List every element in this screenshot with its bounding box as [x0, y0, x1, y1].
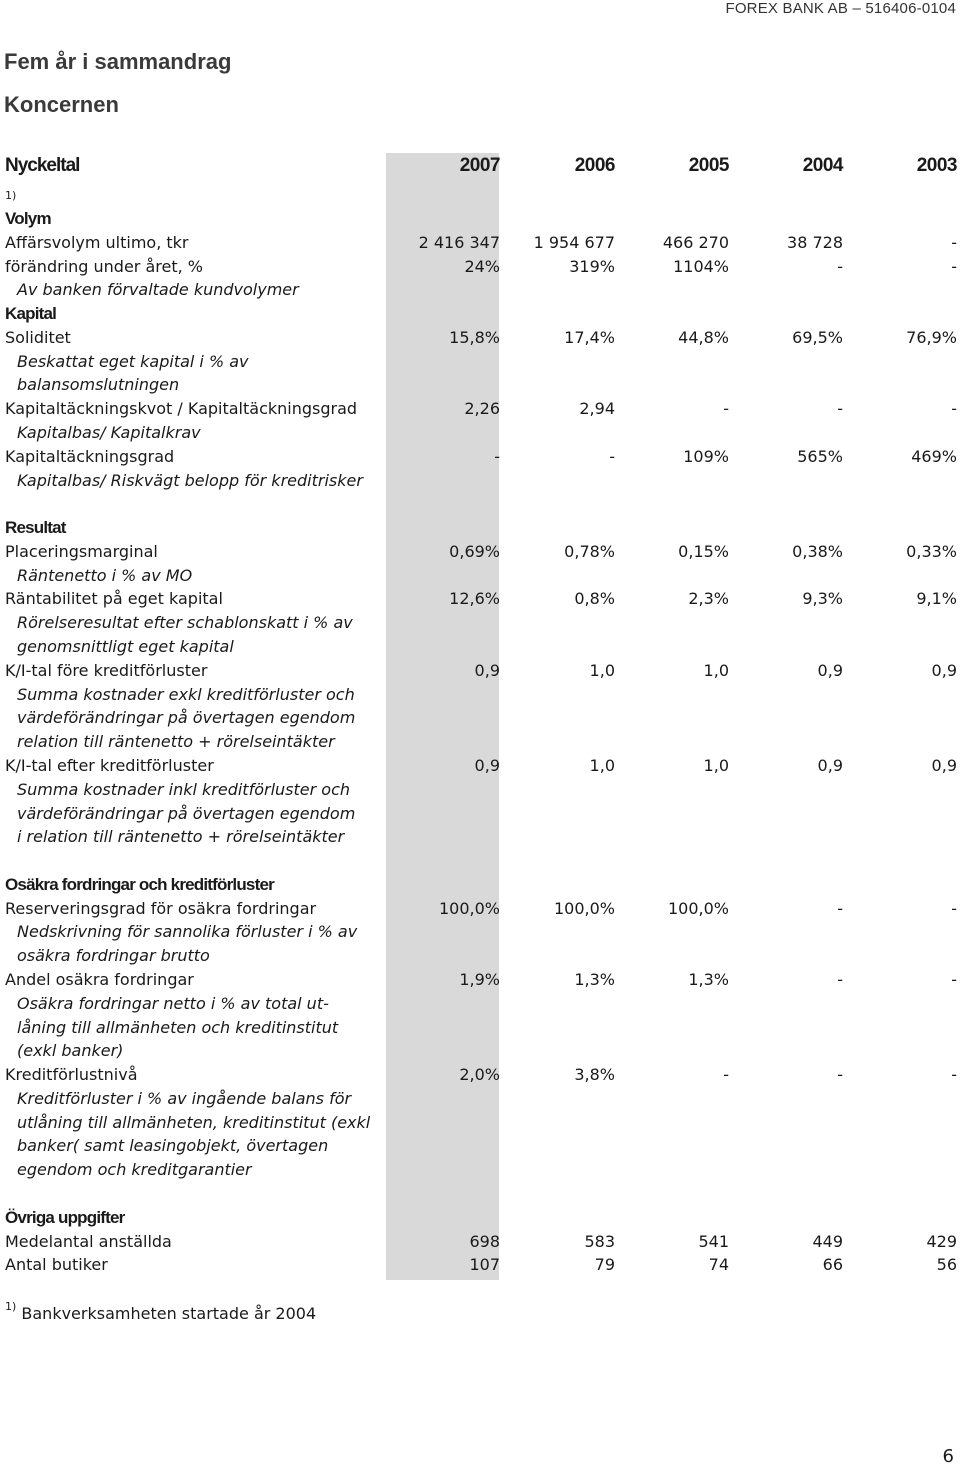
row-description: Räntenetto i % av MO: [17, 565, 193, 585]
table-cell: 56: [936, 1255, 957, 1275]
table-cell: 2,26: [464, 399, 500, 419]
table-cell: -: [723, 1065, 729, 1085]
table-cell: 0,69%: [449, 541, 500, 561]
row-description: Nedskrivning för sannolika förluster i % av: [17, 922, 358, 942]
table-cell: 1,3%: [574, 969, 615, 989]
row-label: K/I-tal efter kreditförluster: [5, 755, 214, 775]
table-row: [0, 611, 960, 635]
table-cell: 79: [594, 1255, 615, 1275]
table-cell: 12,6%: [449, 589, 500, 609]
table-cell: 66: [822, 1255, 843, 1275]
table-cell: 698: [469, 1231, 500, 1251]
table-cell: -: [837, 898, 843, 918]
row-description: egendom och kreditgarantier: [17, 1160, 252, 1180]
section-heading: Resultat: [5, 518, 66, 538]
row-label: Soliditet: [5, 327, 71, 347]
table-cell: 0,9: [931, 660, 957, 680]
table-cell: 0,9: [474, 755, 500, 775]
table-row: [0, 1016, 960, 1040]
table-row: [0, 445, 960, 469]
table-cell: 9,1%: [916, 589, 957, 609]
row-label: Reserveringsgrad för osäkra fordringar: [5, 898, 317, 918]
table-cell: 0,9: [817, 755, 843, 775]
table-cell: -: [723, 399, 729, 419]
table-row: [0, 730, 960, 754]
row-description: Osäkra fordringar netto i % av total ut-: [17, 993, 329, 1013]
table-cell: 69,5%: [792, 327, 843, 347]
footnote: [5, 1300, 317, 1323]
row-description: genomsnittligt eget kapital: [17, 637, 234, 657]
table-cell: -: [837, 1065, 843, 1085]
row-description: Beskattat eget kapital i % av: [17, 351, 249, 371]
table-row: [0, 350, 960, 374]
table-cell: 541: [698, 1231, 729, 1251]
table-row: [0, 920, 960, 944]
footnote-text: Bankverksamheten startade år 2004: [21, 1304, 317, 1323]
table-cell: -: [609, 446, 615, 466]
table-cell: 469%: [911, 446, 957, 466]
table-row: [0, 1230, 960, 1254]
row-description: Summa kostnader inkl kreditförluster och: [17, 779, 351, 799]
section-heading: Övriga uppgifter: [5, 1207, 125, 1227]
table-cell: 449: [812, 1231, 843, 1251]
table-row: [0, 992, 960, 1016]
table-row: [0, 944, 960, 968]
table-row: [0, 326, 960, 350]
table-cell: 100,0%: [667, 898, 729, 918]
spacer-row: [0, 492, 960, 516]
page-subtitle: Koncernen: [4, 92, 119, 117]
table-row: [0, 1158, 960, 1182]
table-cell: 74: [708, 1255, 729, 1275]
table-cell: -: [837, 256, 843, 276]
row-description: relation till räntenetto + rörelseintäkter: [17, 732, 335, 752]
table-cell: 1,0: [703, 755, 729, 775]
table-row: [0, 255, 960, 279]
table-row: [0, 1253, 960, 1277]
table-cell: 1,9%: [459, 969, 500, 989]
table-row: [0, 968, 960, 992]
table-cell: 1,0: [589, 660, 615, 680]
table-cell: 0,15%: [678, 541, 729, 561]
table-cell: -: [951, 898, 957, 918]
row-label: Antal butiker: [5, 1255, 108, 1275]
table-cell: 1,0: [703, 660, 729, 680]
row-label: Medelantal anställda: [5, 1231, 172, 1251]
year-header: 2004: [802, 155, 843, 176]
page-title: Fem år i sammandrag: [4, 49, 232, 74]
section-heading-row: [0, 516, 960, 540]
table-cell: 109%: [683, 446, 729, 466]
row-description: Summa kostnader exkl kreditförluster och: [17, 684, 355, 704]
table-row: [0, 706, 960, 730]
spacer-row: [0, 1182, 960, 1206]
table-cell: 2,0%: [459, 1065, 500, 1085]
row-description: osäkra fordringar brutto: [17, 946, 210, 966]
table-cell: 3,8%: [574, 1065, 615, 1085]
table-cell: -: [837, 969, 843, 989]
table-cell: 0,8%: [574, 589, 615, 609]
table-cell: 76,9%: [906, 327, 957, 347]
table-row: [0, 564, 960, 588]
table-cell: 319%: [569, 256, 615, 276]
table-cell: -: [951, 969, 957, 989]
table-row: [0, 635, 960, 659]
section-heading-row: [0, 207, 960, 231]
table-cell: 1,3%: [688, 969, 729, 989]
document-header: FOREX BANK AB – 516406-0104: [725, 0, 956, 17]
table-row: [0, 897, 960, 921]
table-cell: 0,33%: [906, 541, 957, 561]
table-cell: 2,3%: [688, 589, 729, 609]
note-marker: 1): [5, 189, 17, 202]
row-label: K/I-tal före kreditförluster: [5, 660, 208, 680]
section-heading-row: [0, 302, 960, 326]
row-description: Rörelseresultat efter schablonskatt i % av: [17, 613, 353, 633]
table-cell: 17,4%: [564, 327, 615, 347]
section-heading: Osäkra fordringar och kreditförluster: [5, 874, 274, 894]
table-cell: -: [951, 399, 957, 419]
table-row: [0, 778, 960, 802]
note-marker-row: [0, 184, 960, 208]
table-row: [0, 421, 960, 445]
table-cell: 1 954 677: [533, 232, 615, 252]
row-label: Kreditförlustnivå: [5, 1065, 138, 1085]
table-cell: 466 270: [662, 232, 729, 252]
row-label: Placeringsmarginal: [5, 541, 158, 561]
row-label: Andel osäkra fordringar: [5, 969, 194, 989]
table-row: [0, 587, 960, 611]
table-row: [0, 540, 960, 564]
table-cell: 0,9: [931, 755, 957, 775]
row-label: Kapitaltäckningsgrad: [5, 446, 175, 466]
row-description: Kapitalbas/ Kapitalkrav: [17, 423, 201, 443]
table-row: [0, 373, 960, 397]
table-cell: 2,94: [579, 399, 615, 419]
table-cell: -: [951, 256, 957, 276]
year-header: 2005: [688, 155, 729, 176]
table-cell: 0,38%: [792, 541, 843, 561]
table-row: [0, 1039, 960, 1063]
table-row: [0, 1087, 960, 1111]
page-number: 6: [942, 1446, 954, 1467]
table-cell: 565%: [797, 446, 843, 466]
table-cell: 583: [584, 1231, 615, 1251]
section-heading-row: [0, 1206, 960, 1230]
table-cell: -: [951, 232, 957, 252]
row-description: balansomslutningen: [17, 375, 180, 395]
table-row: [0, 825, 960, 849]
year-header: 2006: [574, 155, 615, 176]
row-description: (exkl banker): [17, 1041, 124, 1061]
row-description: i relation till räntenetto + rörelseintäkter: [17, 827, 345, 847]
section-heading: Kapital: [5, 304, 57, 324]
table-cell: -: [837, 399, 843, 419]
table-cell: 15,8%: [449, 327, 500, 347]
table-cell: -: [494, 446, 500, 466]
row-description: Av banken förvaltade kundvolymer: [17, 280, 299, 300]
row-description: Kreditförluster i % av ingående balans för: [17, 1088, 352, 1108]
table-cell: 100,0%: [438, 898, 500, 918]
row-label: förändring under året, %: [5, 256, 203, 276]
table-header-row: [0, 154, 960, 178]
table-cell: 1104%: [673, 256, 729, 276]
row-label: Kapitaltäckningskvot / Kapitaltäckningsgrad: [5, 399, 358, 419]
footnote-marker: 1): [5, 1300, 17, 1313]
table-row: [0, 231, 960, 255]
table-cell: 24%: [464, 256, 500, 276]
row-description: banker( samt leasingobjekt, övertagen: [17, 1136, 329, 1156]
year-header: 2003: [916, 155, 957, 176]
table-cell: 9,3%: [802, 589, 843, 609]
table-row: [0, 1134, 960, 1158]
row-label: Räntabilitet på eget kapital: [5, 589, 223, 609]
table-cell: 2 416 347: [418, 232, 500, 252]
table-cell: 38 728: [787, 232, 843, 252]
table-row: [0, 397, 960, 421]
row-description: Kapitalbas/ Riskvägt belopp för kreditrisker: [17, 470, 363, 490]
table-cell: 0,9: [817, 660, 843, 680]
table-cell: 100,0%: [553, 898, 615, 918]
table-heading: Nyckeltal: [5, 155, 80, 176]
row-description: låning till allmänheten och kreditinstitut: [17, 1017, 339, 1037]
table-row: [0, 802, 960, 826]
spacer-row: [0, 849, 960, 873]
table-row: [0, 278, 960, 302]
table-row: [0, 683, 960, 707]
table-row: [0, 469, 960, 493]
year-header: 2007: [459, 155, 500, 176]
row-description: värdeförändringar på övertagen egendom: [17, 708, 356, 728]
table-cell: 429: [926, 1231, 957, 1251]
table-cell: 1,0: [589, 755, 615, 775]
section-heading: Volym: [5, 209, 51, 228]
row-description: värdeförändringar på övertagen egendom: [17, 803, 356, 823]
table-cell: 44,8%: [678, 327, 729, 347]
section-heading-row: [0, 873, 960, 897]
table-row: [0, 754, 960, 778]
table-cell: 0,9: [474, 660, 500, 680]
table-cell: -: [951, 1065, 957, 1085]
table-row: [0, 1111, 960, 1135]
row-description: utlåning till allmänheten, kreditinstitut (exkl: [17, 1112, 371, 1132]
row-label: Affärsvolym ultimo, tkr: [5, 232, 189, 252]
table-cell: 0,78%: [564, 541, 615, 561]
table-row: [0, 659, 960, 683]
table-row: [0, 1063, 960, 1087]
table-cell: 107: [469, 1255, 500, 1275]
